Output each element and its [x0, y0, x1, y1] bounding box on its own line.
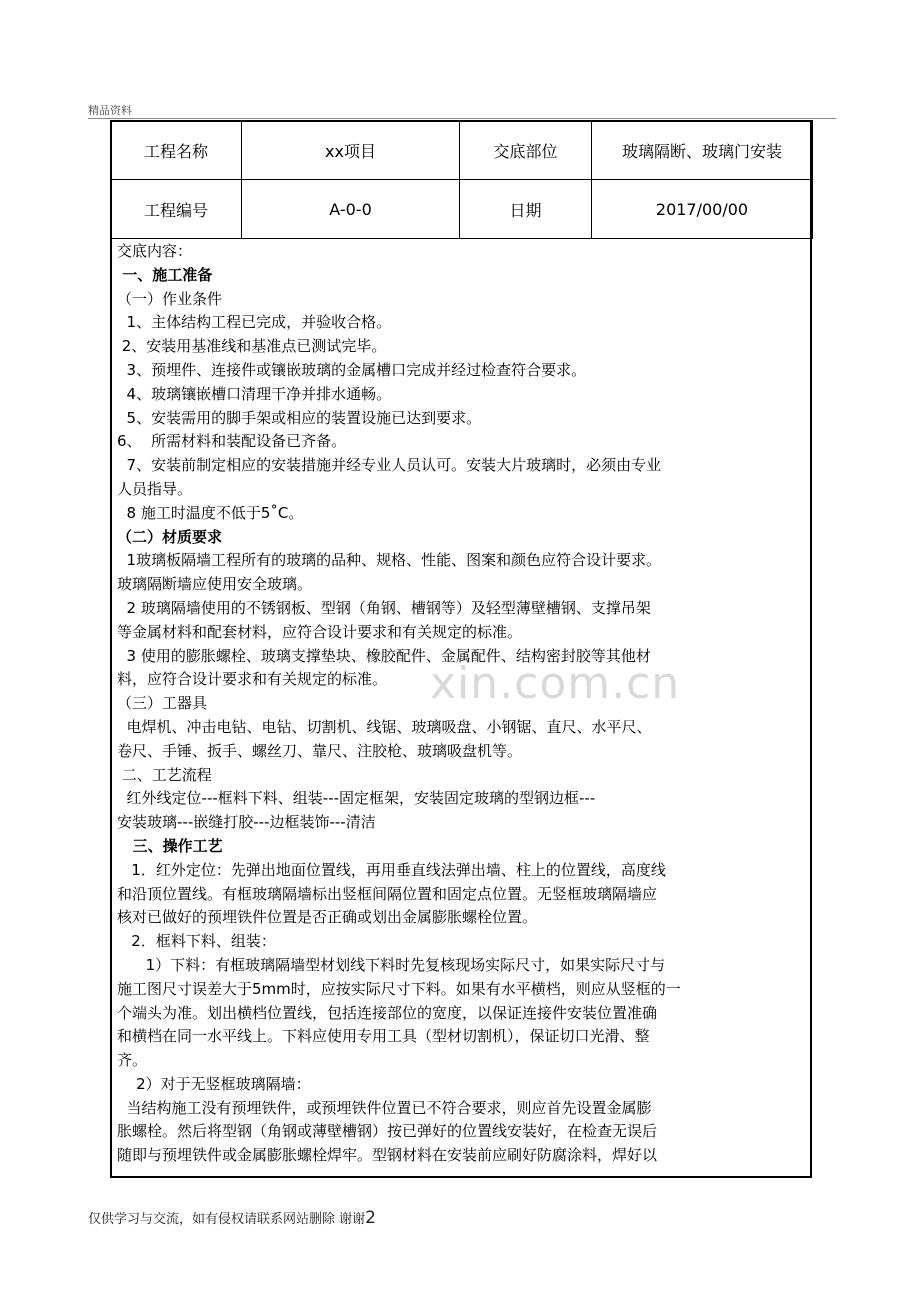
content-line: 2 玻璃隔墙使用的不锈钢板、型钢（角钢、槽钢等）及轻型薄壁槽钢、支撑吊架	[117, 598, 651, 617]
label-project-number: 工程编号	[111, 180, 242, 239]
header-divider	[88, 118, 836, 119]
content-line: 个端头为准。划出横档位置线，包括连接部位的宽度，以保证连接件安装位置准确	[117, 1003, 658, 1022]
label-briefing-part: 交底部位	[460, 121, 592, 180]
content-line: 1）下料：有框玻璃隔墙型材划线下料时先复核现场实际尺寸，如果实际尺寸与	[117, 955, 666, 974]
content-line: 交底内容：	[117, 242, 193, 260]
content-line: 1玻璃板隔墙工程所有的玻璃的品种、规格、性能、图案和颜色应符合设计要求。	[117, 551, 662, 570]
table-row	[111, 121, 813, 180]
content-line: 1．红外定位：先弹出地面位置线，再用垂直线法弹出墙、柱上的位置线，高度线	[117, 860, 666, 879]
content-line: 4、玻璃镶嵌槽口清理干净并排水通畅。	[117, 384, 392, 403]
content-line: 电焊机、冲击电钻、电钻、切割机、线锯、玻璃吸盘、小钢锯、直尺、水平尺、	[117, 717, 652, 736]
content-line: 5、安装需用的脚手架或相应的装置设施已达到要求。	[117, 408, 482, 427]
section-heading: 三、操作工艺	[117, 836, 223, 855]
value-project-number: A-0-0	[242, 180, 460, 239]
content-line: 2、安装用基准线和基准点已测试完毕。	[117, 337, 387, 356]
label-date: 日期	[460, 180, 592, 239]
value-date: 2017/00/00	[592, 180, 813, 239]
value-project-name: xx项目	[242, 121, 460, 180]
content-line: 7、安装前制定相应的安装措施并经专业人员认可。安装大片玻璃时，必须由专业	[117, 456, 662, 475]
content-line: 料，应符合设计要求和有关规定的标准。	[117, 670, 388, 689]
page-number: 2	[365, 1208, 376, 1228]
watermark: xin.com.cn	[430, 658, 681, 709]
content-line: 1、主体结构工程已完成，并验收合格。	[117, 313, 392, 332]
subsection-heading: （一）作业条件	[117, 289, 223, 308]
section-heading: 二、工艺流程	[117, 765, 212, 784]
content-line: 核对已做好的预埋铁件位置是否正确或划出金属膨胀螺栓位置。	[117, 908, 538, 927]
footer-text: 仅供学习与交流，如有侵权请联系网站删除 谢谢	[88, 1212, 366, 1227]
content-line: 等金属材料和配套材料，应符合设计要求和有关规定的标准。	[117, 622, 523, 641]
content-line: 2）对于无竖框玻璃隔墙：	[117, 1074, 311, 1093]
content-line: 玻璃隔断墙应使用安全玻璃。	[117, 575, 313, 594]
content-line: 胀螺栓。然后将型钢（角钢或薄壁槽钢）按已弹好的位置线安装好，在检查无误后	[117, 1122, 658, 1141]
content-line: 8 施工时温度不低于5˚C。	[117, 503, 304, 522]
content-line: 随即与预埋铁件或金属膨胀螺栓焊牢。型钢材料在安装前应刷好防腐涂料，焊好以	[117, 1146, 658, 1165]
header-note: 精品资料	[88, 104, 132, 117]
content-line: 安装玻璃---嵌缝打胶---边框装饰---清洁	[117, 813, 376, 832]
content-line: 人员指导。	[117, 479, 193, 498]
subsection-heading: （二）材质要求	[117, 527, 223, 546]
content-line: 齐。	[117, 1051, 148, 1070]
content-line: 卷尺、手锤、扳手、螺丝刀、靠尺、注胶枪、玻璃吸盘机等。	[117, 741, 523, 760]
content-line: 和横档在同一水平线上。下料应使用专用工具（型材切割机），保证切口光滑、整	[117, 1027, 650, 1046]
content-line: 2．框料下料、组装：	[117, 932, 276, 951]
info-table	[110, 120, 813, 239]
content-line: 和沿顶位置线。有框玻璃隔墙标出竖框间隔位置和固定点位置。无竖框玻璃隔墙应	[117, 884, 658, 903]
content-line: 当结构施工没有预埋铁件，或预埋铁件位置已不符合要求，则应首先设置金属膨	[117, 1098, 652, 1117]
content-line: 3 使用的膨胀螺栓、玻璃支撑垫块、橡胶配件、金属配件、结构密封胶等其他材	[117, 646, 651, 665]
content-line: 3、预埋件、连接件或镶嵌玻璃的金属槽口完成并经过检查符合要求。	[117, 360, 587, 379]
subsection-heading: （三）工器具	[117, 694, 208, 713]
table-row	[111, 180, 813, 239]
value-briefing-part: 玻璃隔断、玻璃门安装	[592, 121, 813, 180]
label-project-name: 工程名称	[111, 121, 242, 180]
footer	[88, 1208, 376, 1228]
content-line: 施工图尺寸误差大于5mm时，应按实际尺寸下料。如果有水平横档，则应从竖框的一	[117, 979, 681, 998]
content-line: 红外线定位---框料下料、组装---固定框架，安装固定玻璃的型钢边框---	[117, 789, 596, 808]
section-heading: 一、施工准备	[117, 265, 213, 284]
content-line: 6、 所需材料和装配设备已齐备。	[117, 432, 347, 451]
